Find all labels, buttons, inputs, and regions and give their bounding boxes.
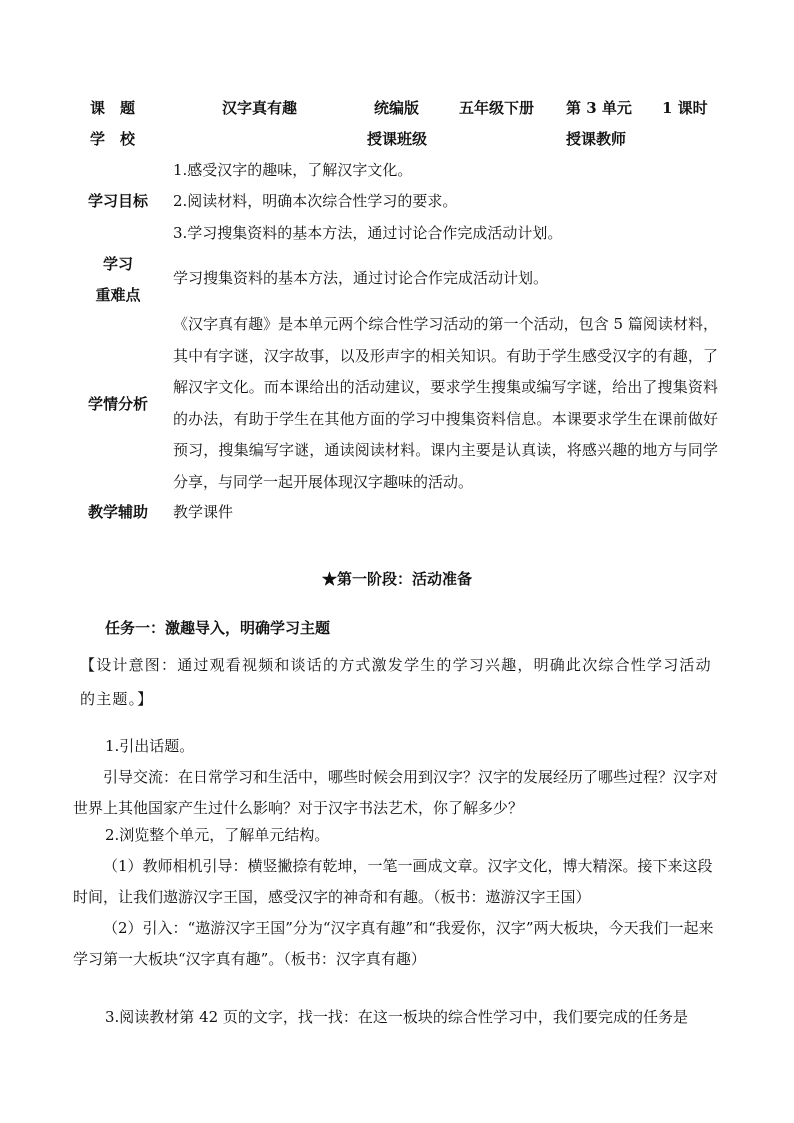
sub1-block (73, 851, 723, 913)
teacher-label: 授课教师 (566, 130, 627, 148)
step-1: 1.引出话题。 (105, 737, 195, 755)
course-title: 汉字真有趣 (222, 99, 298, 117)
hours: 1 课时 (662, 99, 708, 117)
key-points-label-line2: 重难点 (95, 286, 141, 304)
guide-block (73, 762, 723, 824)
analysis-text: 《汉字真有趣》是本单元两个综合性学习活动的第一个活动，包含 5 篇阅读材料，其中有字谜，汉字故事，以及形声字的相关知识。有助于学生感受汉字的有趣，了解汉字文化。而本课给出的活动建议，要求学生搜集或编写字谜，给出了搜集资料的办法，有助于学生在其他方面的学习中搜集资料信息。本课要求学生在课前做好预习，搜集编写字谜，通读阅读材料。课内主要是认真读，将感兴趣的地方与同学分享，与同学一起开展体现汉字趣味的活动。 (173, 315, 718, 491)
objective-item: 3.学习搜集资料的基本方法，通过讨论合作完成活动计划。 (173, 224, 563, 242)
unit: 第 3 单元 (566, 99, 632, 117)
step-3: 3.阅读教材第 42 页的文字，找一找：在这一板块的综合性学习中，我们要完成的任务是 (105, 1008, 688, 1026)
task1-title: 任务一：激趣导入，明确学习主题 (105, 619, 331, 637)
aids-label: 教学辅助 (87, 503, 148, 521)
school-label: 学 校 (90, 130, 136, 148)
step-2: 2.浏览整个单元，了解单元结构。 (105, 826, 330, 844)
grade: 五年级下册 (459, 99, 535, 117)
course-label: 课 题 (90, 99, 136, 117)
objectives-label: 学习目标 (87, 192, 148, 210)
analysis-label: 学情分析 (87, 395, 148, 413)
sub2-block (73, 913, 723, 975)
edition: 统编版 (374, 99, 420, 117)
sub1-text: （1）教师相机引导：横竖撇捺有乾坤，一笔一画成文章。汉字文化，博大精深。接下来这段时间，让我们遨游汉字王国，感受汉字的神奇和有趣。（板书：遨游汉字王国） (73, 857, 713, 906)
objective-item: 2.阅读材料，明确本次综合性学习的要求。 (173, 192, 458, 210)
objective-item: 1.感受汉字的趣味，了解汉字文化。 (173, 161, 413, 179)
key-points-text: 学习搜集资料的基本方法，通过讨论合作完成活动计划。 (173, 269, 549, 287)
aids-text: 教学课件 (173, 503, 234, 521)
design-intent: 【设计意图：通过观看视频和谈话的方式激发学生的学习兴趣，明确此次综合性学习活动的主题。】 (80, 656, 712, 708)
stage-title: ★第一阶段：活动准备 (321, 570, 472, 588)
key-points-label-line1: 学习 (102, 255, 133, 273)
guide-text: 引导交流：在日常学习和生活中，哪些时候会用到汉字？汉字的发展经历了哪些过程？汉字对世界上其他国家产生过什么影响？对于汉字书法艺术，你了解多少？ (73, 768, 719, 817)
class-label: 授课班级 (367, 130, 428, 148)
sub2-text: （2）引入：“遨游汉字王国”分为“汉字真有趣”和“我爱你，汉字”两大板块，今天我们一起来学习第一大板块“汉字真有趣”。（板书：汉字真有趣） (73, 919, 714, 968)
